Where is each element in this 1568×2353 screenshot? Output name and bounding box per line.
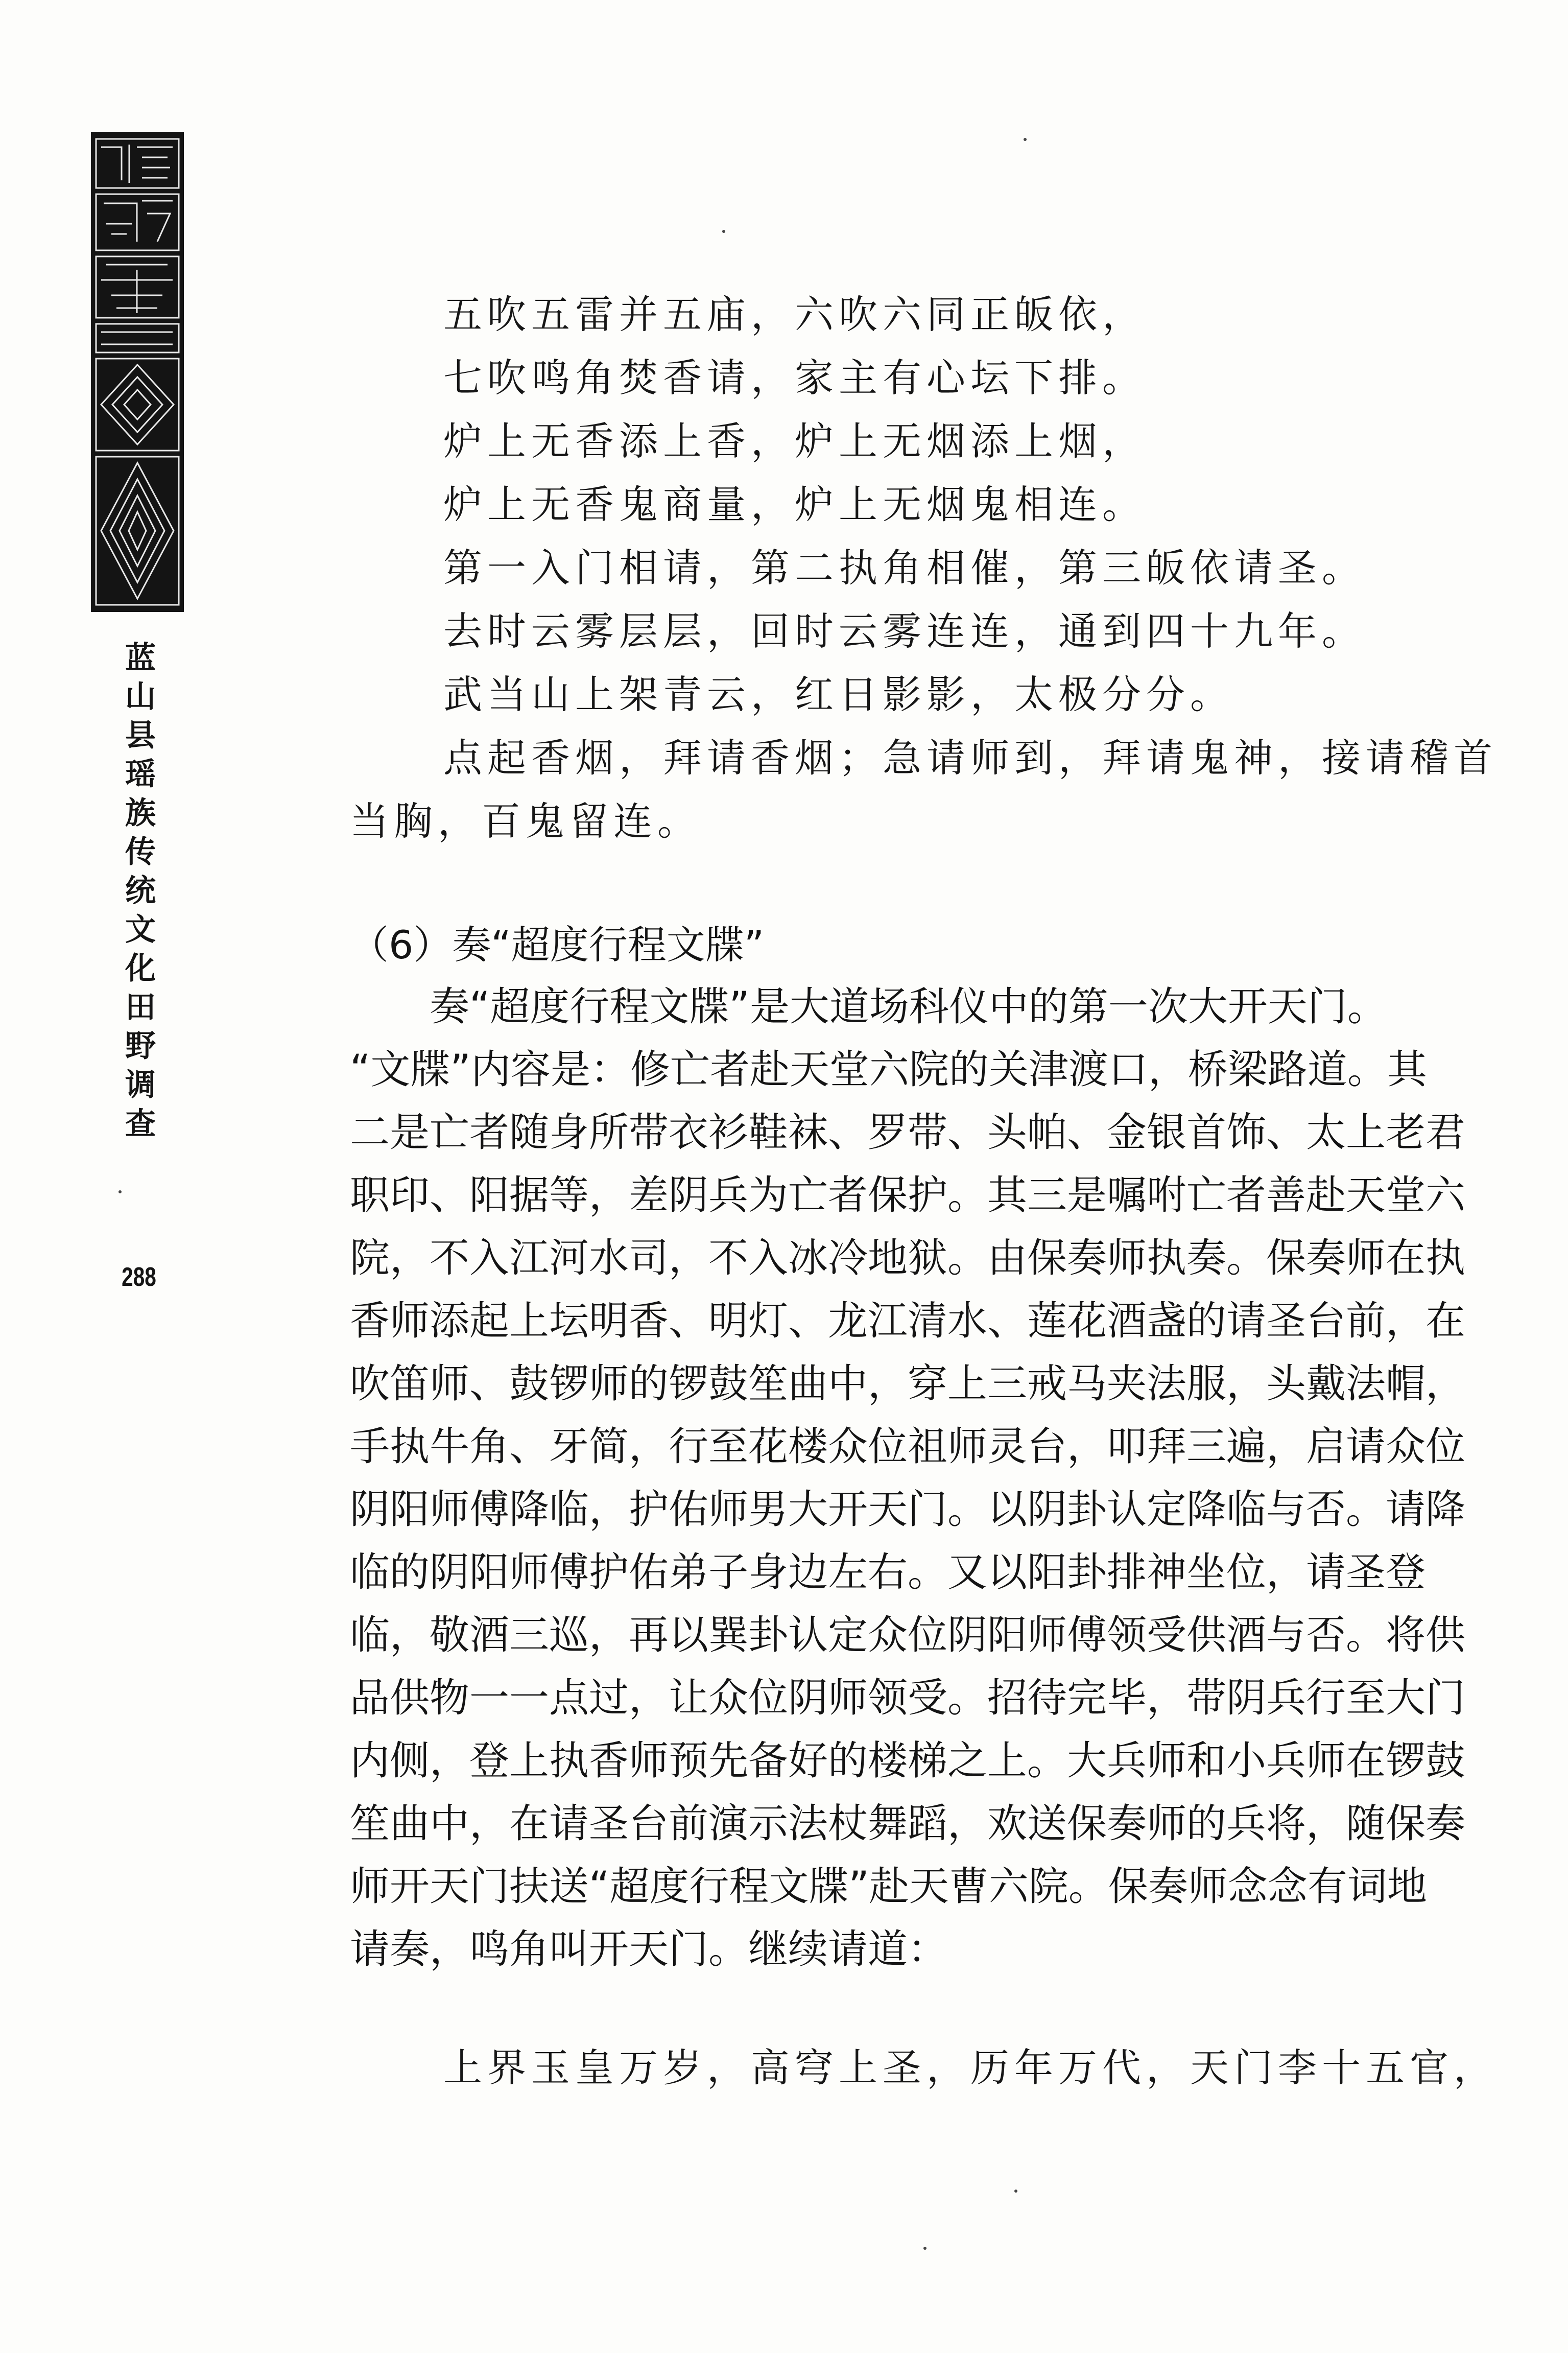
section-heading: （6）奏“超度行程文牒” (350, 922, 765, 968)
body-paragraph (350, 976, 1465, 1981)
paragraph-line: 吹笛师、鼓锣师的锣鼓笙曲中，穿上三戒马夹法服，头戴法帽， (350, 1361, 1466, 1407)
scan-speck (1024, 138, 1027, 141)
paragraph-line: 师开天门扶送“超度行程文牒”赴天曹六院。保奏师念念有词地 (350, 1864, 1427, 1910)
paragraph-line: 阴阳师傅降临，护佑师男大开天门。以阴卦认定降临与否。请降 (350, 1487, 1466, 1533)
paragraph-line: 职印、阳据等，差阴兵为亡者保护。其三是嘱咐亡者善赴天堂六 (350, 1172, 1466, 1218)
verse-continued-line: 当胸，百鬼留连。 (350, 798, 701, 844)
paragraph-line: 香师添起上坛明香、明灯、龙江清水、莲花酒盏的请圣台前，在 (350, 1298, 1466, 1344)
paragraph-line: 手执牛角、牙简，行至花楼众位祖师灵台，叩拜三遍，启请众位 (350, 1424, 1466, 1470)
paragraph-line: 临，敬酒三巡，再以巽卦认定众位阴阳师傅领受供酒与否。将供 (350, 1612, 1466, 1658)
verse-line: 上界玉皇万岁，高穹上圣，历年万代，天门李十五官， (443, 2045, 1498, 2090)
verse-line: 炉上无香鬼商量，炉上无烟鬼相连。 (443, 482, 1146, 527)
verse-block-bottom (443, 2036, 1498, 2100)
paragraph-line: 临的阴阳师傅护佑弟子身边左右。又以阳卦排神坐位，请圣登 (350, 1549, 1426, 1595)
scan-speck (923, 2247, 926, 2250)
paragraph-line: 内侧，登上执香师预先备好的楼梯之上。大兵师和小兵师在锣鼓 (350, 1738, 1466, 1784)
verse-line: 武当山上架青云，红日影影，太极分分。 (443, 672, 1234, 717)
paragraph-line: “文牒”内容是：修亡者赴天堂六院的关津渡口，桥梁路道。其 (350, 1047, 1427, 1093)
scan-speck (722, 230, 725, 233)
paragraph-line: 院，不入江河水司，不入冰冷地狱。由保奏师执奏。保奏师在执 (350, 1235, 1466, 1281)
page-number: 288 (122, 1262, 156, 1292)
paragraph-line: 二是亡者随身所带衣衫鞋袜、罗带、头帕、金银首饰、太上老君 (350, 1110, 1466, 1156)
verse-line: 炉上无香添上香，炉上无烟添上烟， (443, 418, 1146, 464)
verse-line: 去时云雾层层，回时云雾连连，通到四十九年。 (443, 608, 1366, 654)
scan-speck (118, 1190, 122, 1193)
scan-speck (1014, 2190, 1017, 2193)
verse-line: 五吹五雷并五庙，六吹六同正皈依， (443, 292, 1146, 337)
verse-line: 七吹鸣角焚香请，家主有心坛下排。 (443, 355, 1146, 401)
verse-continued-line: 点起香烟，拜请香烟；急请师到，拜请鬼神，接请稽首 (443, 735, 1498, 781)
paragraph-line: 请奏，鸣角叫开天门。继续请道： (350, 1926, 948, 1972)
paragraph-line: 奏“超度行程文牒”是大道场科仪中的第一次大开天门。 (350, 984, 1387, 1030)
verse-block-top (443, 283, 1366, 726)
paragraph-line: 品供物一一点过，让众位阴师领受。招待完毕，带阴兵行至大门 (350, 1675, 1466, 1721)
verse-line: 第一入门相请，第二执角相催，第三皈依请圣。 (443, 545, 1366, 591)
paragraph-line: 笙曲中，在请圣台前演示法杖舞蹈，欢送保奏师的兵将，随保奏 (350, 1801, 1466, 1847)
series-title: 蓝山县瑶族传统文化田野调查 (125, 640, 156, 1142)
ornament-pattern-icon (91, 132, 184, 612)
ornament-band (91, 132, 184, 612)
